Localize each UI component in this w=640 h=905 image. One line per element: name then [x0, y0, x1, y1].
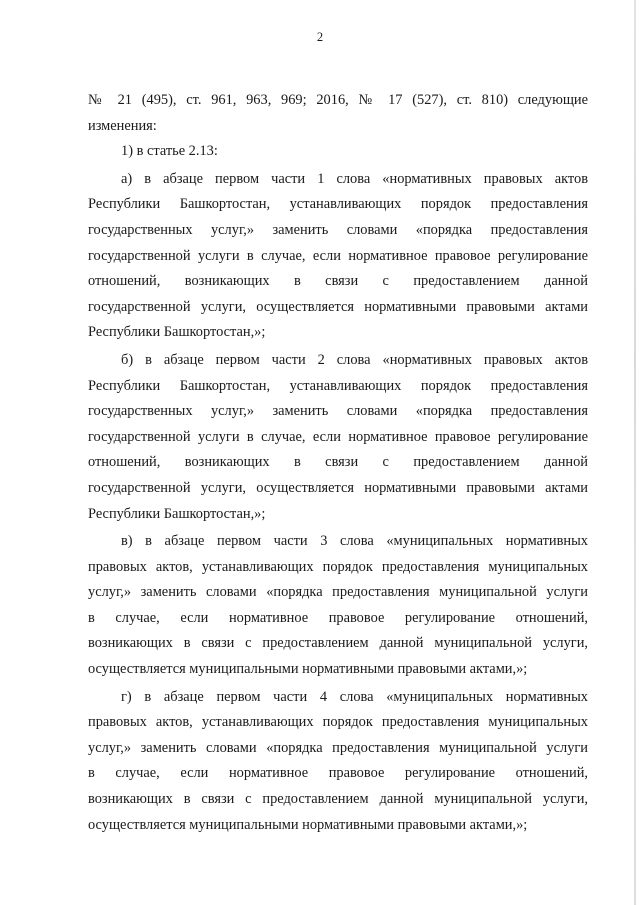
- item-heading: 1) в статье 2.13:: [121, 143, 218, 160]
- paragraph-b: [88, 348, 588, 527]
- text-line: отношений, возникающих в связи с предоставлением данной: [88, 454, 588, 471]
- text-line: правовых актов, устанавливающих порядок предоставления муниципальных: [88, 714, 588, 731]
- paragraph-a: [88, 167, 588, 346]
- document-body: [88, 88, 588, 838]
- text-line: Республики Башкортостан,»;: [88, 505, 266, 522]
- text-line: правовых актов, устанавливающих порядок предоставления муниципальных: [88, 558, 588, 575]
- text-line: возникающих в связи с предоставлением данной муниципальной услуги,: [88, 791, 588, 808]
- text-line: осуществляется муниципальными нормативными правовыми актами,»;: [88, 816, 528, 833]
- text-line: возникающих в связи с предоставлением данной муниципальной услуги,: [88, 635, 588, 652]
- text-line: государственной услуги в случае, если нормативное правовое регулирование: [88, 428, 588, 445]
- text-line: отношений, возникающих в связи с предоставлением данной: [88, 273, 588, 290]
- text-line: государственной услуги, осуществляется нормативными правовыми актами: [88, 479, 588, 496]
- text-line: а) в абзаце первом части 1 слова «нормативных правовых актов: [121, 170, 588, 187]
- text-line: в) в абзаце первом части 3 слова «муниципальных нормативных: [121, 533, 588, 550]
- text-line: Республики Башкортостан, устанавливающих порядок предоставления: [88, 377, 588, 394]
- text-line: государственной услуги, осуществляется нормативными правовыми актами: [88, 298, 588, 315]
- text-line: услуг,» заменить словами «порядка предоставления муниципальной услуги: [88, 584, 588, 601]
- paragraph-v: [88, 529, 588, 683]
- text-line: в случае, если нормативное правовое регулирование отношений,: [88, 765, 588, 782]
- text-line: Республики Башкортостан,»;: [88, 324, 266, 341]
- text-line: в случае, если нормативное правовое регулирование отношений,: [88, 609, 588, 626]
- intro-paragraph: [88, 88, 588, 139]
- paragraph-g: [88, 685, 588, 839]
- text-line: г) в абзаце первом части 4 слова «муниципальных нормативных: [121, 688, 588, 705]
- item-heading-paragraph: [88, 139, 588, 165]
- text-line: изменения:: [88, 117, 157, 134]
- text-line: государственной услуги в случае, если нормативное правовое регулирование: [88, 247, 588, 264]
- text-line: услуг,» заменить словами «порядка предоставления муниципальной услуги: [88, 739, 588, 756]
- scan-edge: [634, 0, 636, 905]
- text-line: № 21 (495), ст. 961, 963, 969; 2016, № 17 (527), ст. 810) следующие: [88, 92, 588, 108]
- text-line: государственных услуг,» заменить словами «порядка предоставления: [88, 221, 588, 238]
- page-number: 2: [316, 30, 324, 44]
- text-line: осуществляется муниципальными нормативными правовыми актами,»;: [88, 661, 528, 678]
- text-line: государственных услуг,» заменить словами «порядка предоставления: [88, 403, 588, 420]
- text-line: Республики Башкортостан, устанавливающих порядок предоставления: [88, 196, 588, 213]
- text-line: б) в абзаце первом части 2 слова «нормативных правовых актов: [121, 351, 588, 368]
